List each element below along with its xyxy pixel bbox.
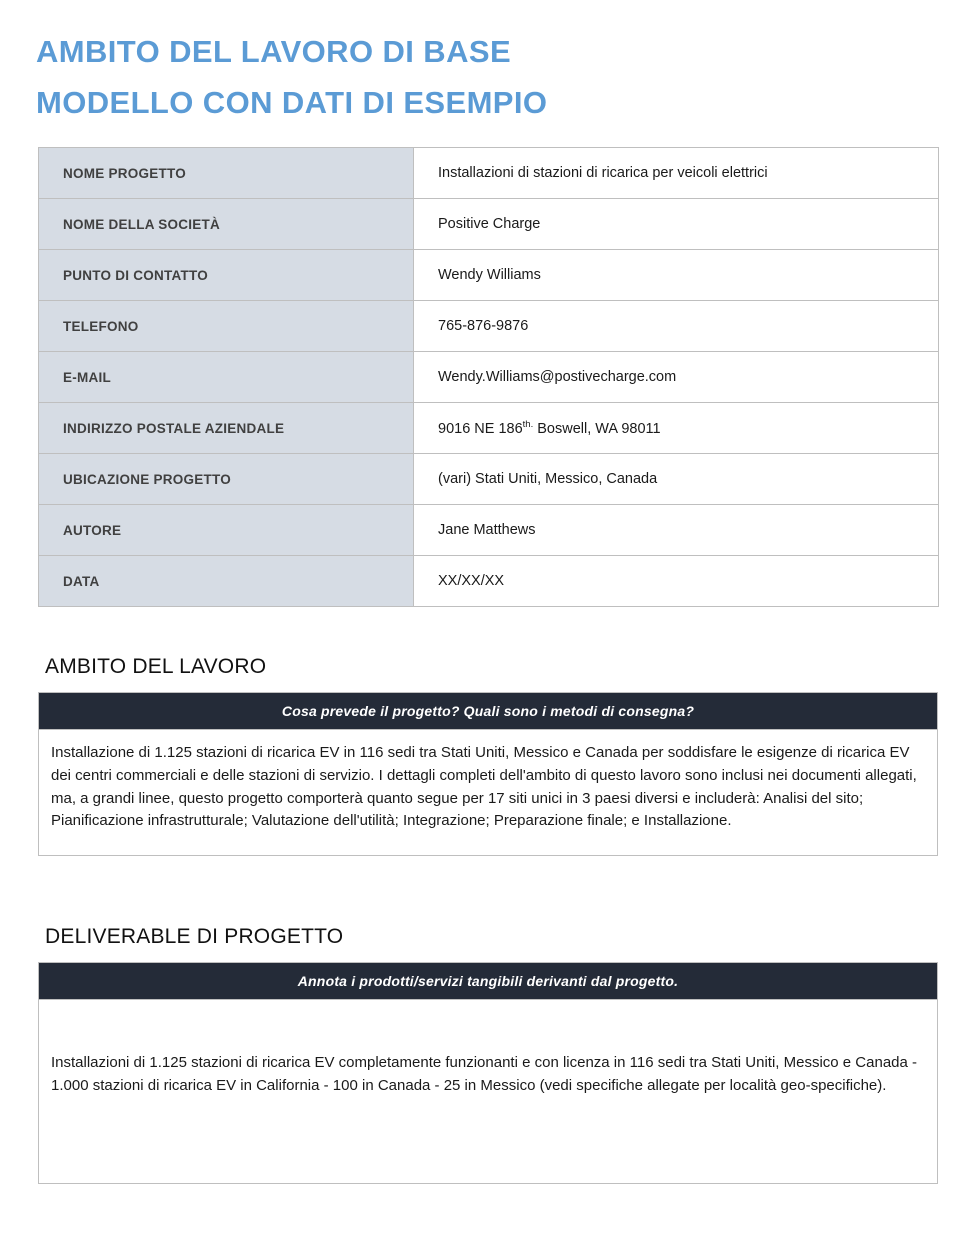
project-deliverables-prompt-bar: Annota i prodotti/servizi tangibili derivanti dal progetto. xyxy=(38,962,938,1000)
address-prefix: 9016 NE 186 xyxy=(438,420,523,437)
field-label-email: E-MAIL xyxy=(39,352,414,403)
field-label-project-name: NOME PROGETTO xyxy=(39,148,414,199)
scope-of-work-section xyxy=(38,655,938,856)
field-value-project-location[interactable]: (vari) Stati Uniti, Messico, Canada xyxy=(414,454,939,505)
table-row xyxy=(39,454,939,505)
field-value-author[interactable]: Jane Matthews xyxy=(414,505,939,556)
project-info-table-body xyxy=(39,148,939,607)
table-row xyxy=(39,403,939,454)
project-deliverables-heading: DELIVERABLE DI PROGETTO xyxy=(45,925,344,948)
field-value-company-name[interactable]: Positive Charge xyxy=(414,199,939,250)
field-value-email[interactable]: Wendy.Williams@postivecharge.com xyxy=(414,352,939,403)
title-line-1: AMBITO DEL LAVORO DI BASE xyxy=(36,34,512,69)
scope-of-work-prompt-bar: Cosa prevede il progetto? Quali sono i metodi di consegna? xyxy=(38,692,938,730)
project-deliverables-section xyxy=(38,925,938,1184)
table-row xyxy=(39,199,939,250)
field-value-point-of-contact[interactable]: Wendy Williams xyxy=(414,250,939,301)
field-label-point-of-contact: PUNTO DI CONTATTO xyxy=(39,250,414,301)
address-ordinal-suffix: th. xyxy=(522,419,534,431)
field-label-mailing-address: INDIRIZZO POSTALE AZIENDALE xyxy=(39,403,414,454)
table-row xyxy=(39,148,939,199)
field-label-company-name: NOME DELLA SOCIETÀ xyxy=(39,199,414,250)
table-row xyxy=(39,301,939,352)
table-row xyxy=(39,556,939,607)
project-deliverables-body[interactable]: Installazioni di 1.125 stazioni di ricarica EV completamente funzionanti e con licenza in 116 sedi tra Stati Uniti, Messico e Canada - 1.000 stazioni di ricarica EV in California - 100 in Canada - 25 in Messico (vedi specifiche allegate per località geo-specifiche). xyxy=(38,1000,938,1184)
field-value-project-name[interactable]: Installazioni di stazioni di ricarica per veicoli elettrici xyxy=(414,148,939,199)
field-label-project-location: UBICAZIONE PROGETTO xyxy=(39,454,414,505)
field-label-date: DATA xyxy=(39,556,414,607)
field-label-author: AUTORE xyxy=(39,505,414,556)
field-label-phone: TELEFONO xyxy=(39,301,414,352)
field-value-phone[interactable]: 765-876-9876 xyxy=(414,301,939,352)
scope-of-work-body[interactable]: Installazione di 1.125 stazioni di ricarica EV in 116 sedi tra Stati Uniti, Messico e Canada per soddisfare le esigenze di ricarica EV dei centri commerciali e delle stazioni di servizio. I dettagli completi dell'ambito di questo lavoro sono inclusi nei documenti allegati, ma, a grandi linee, questo progetto comporterà quanto segue per 17 siti unici in 3 paesi diversi e includerà: Analisi del sito; Pianificazione infrastrutturale; Valutazione dell'utilità; Integrazione; Preparazione finale; e Installazione. xyxy=(38,730,938,856)
table-row xyxy=(39,250,939,301)
table-row xyxy=(39,505,939,556)
title-line-2: MODELLO CON DATI DI ESEMPIO xyxy=(36,85,548,121)
address-suffix: Boswell, WA 98011 xyxy=(533,420,661,437)
project-info-table xyxy=(38,147,939,607)
scope-of-work-heading: AMBITO DEL LAVORO xyxy=(45,655,267,678)
document-title xyxy=(36,26,926,128)
field-value-mailing-address[interactable] xyxy=(414,403,939,454)
table-row xyxy=(39,352,939,403)
field-value-date[interactable]: XX/XX/XX xyxy=(414,556,939,607)
